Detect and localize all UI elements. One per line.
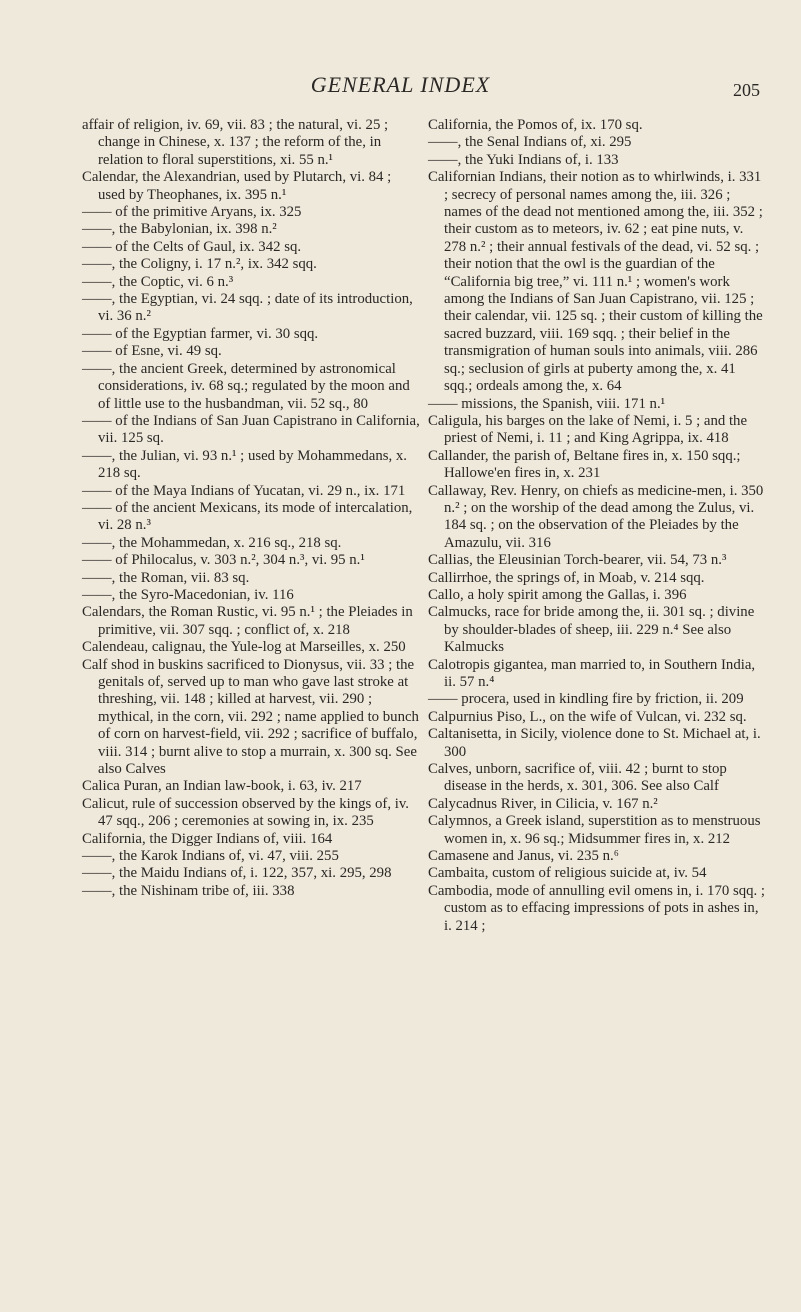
index-entry: —— of the Celts of Gaul, ix. 342 sq. <box>82 238 302 255</box>
index-entry: ——, the Coptic, vi. 6 n.³ <box>82 273 234 290</box>
index-entry: —— of the Indians of San Juan Capistrano in California, vii. 125 sq. <box>82 412 420 447</box>
index-entry: ——, the Mohammedan, x. 216 sq., 218 sq. <box>82 534 342 551</box>
index-entry: Calmucks, race for bride among the, ii. 301 sq. ; divine by shoulder-blades of sheep, iii. 229 n.⁴ See also Kalmucks <box>428 604 755 656</box>
index-entry: —— procera, used in kindling fire by friction, ii. 209 <box>428 691 744 708</box>
index-entry: Californian Indians, their notion as to whirlwinds, i. 331 ; secrecy of personal names among the, iii. 326 ; names of the dead not mentioned among the, iii. 352 ; their custom as to meteors, iv. 62 ; eat pine nuts, v. 278 n.² ; their annual festivals of the dead, vi. 52 sq. ; their notion that the owl is the guardian of the “California big tree,” vi. 111 n.¹ ; women's work among the Indians of San Juan Capistrano, vii. 125 ; their calendar, vii. 125 sq. ; their custom of killing the sacred buzzard, viii. 169 sqq. ; their belief in the transmigration of human souls into animals, viii. 286 sq.; seclusion of girls at puberty among the, x. 41 sqq.; ordeals among the, x. 64 <box>428 169 763 395</box>
index-entry: Calpurnius Piso, L., on the wife of Vulcan, vi. 232 sq. <box>428 708 747 725</box>
index-entry: ——, the Maidu Indians of, i. 122, 357, xi. 295, 298 <box>82 865 392 882</box>
index-entry: Caltanisetta, in Sicily, violence done to St. Michael at, i. 300 <box>428 726 761 760</box>
index-entry: ——, the Syro-Macedonian, iv. 116 <box>82 586 294 603</box>
running-header-title: GENERAL INDEX <box>310 72 491 97</box>
page-number: 205 <box>733 80 760 100</box>
index-entry: —— of the Egyptian farmer, vi. 30 sqq. <box>82 325 319 342</box>
index-entry: Caligula, his barges on the lake of Nemi, i. 5 ; and the priest of Nemi, i. 11 ; and King Agrippa, ix. 418 <box>428 412 748 447</box>
index-column-left <box>82 117 422 900</box>
index-entry: Callander, the parish of, Beltane fires in, x. 150 sqq.; Hallowe'en fires in, x. 231 <box>428 447 741 482</box>
index-entry: ——, the Karok Indians of, vi. 47, viii. 255 <box>82 848 339 865</box>
index-entry: —— of Philocalus, v. 303 n.², 304 n.³, vi. 95 n.¹ <box>82 552 365 569</box>
index-entry: Callias, the Eleusinian Torch-bearer, vii. 54, 73 n.³ <box>428 552 727 569</box>
index-entry: ——, the Babylonian, ix. 398 n.² <box>82 221 277 238</box>
index-entry: Callo, a holy spirit among the Gallas, i. 396 <box>428 586 687 603</box>
index-entry: Calendars, the Roman Rustic, vi. 95 n.¹ ; the Pleiades in primitive, vii. 307 sqq. ; conflict of, x. 218 <box>82 604 413 638</box>
index-entry: affair of religion, iv. 69, vii. 83 ; the natural, vi. 25 ; change in Chinese, x. 137 ; the reform of the, in relation to floral superstitions, xi. 55 n.¹ <box>82 117 389 168</box>
index-entry: Calymnos, a Greek island, superstition as to menstruous women in, x. 96 sq.; Midsummer fires in, x. 212 <box>428 813 761 847</box>
index-entry: Calica Puran, an Indian law-book, i. 63, iv. 217 <box>82 778 362 795</box>
index-entry: —— missions, the Spanish, viii. 171 n.¹ <box>428 395 666 412</box>
index-entry: Calycadnus River, in Cilicia, v. 167 n.² <box>428 795 658 812</box>
index-entry: —— of the primitive Aryans, ix. 325 <box>82 204 302 221</box>
index-entry: California, the Digger Indians of, viii. 164 <box>82 830 333 847</box>
index-entry: ——, the Egyptian, vi. 24 sqq. ; date of its introduction, vi. 36 n.² <box>82 291 413 325</box>
index-entry: Camasene and Janus, vi. 235 n.⁶ <box>428 848 619 865</box>
index-entry: Cambaita, custom of religious suicide at, iv. 54 <box>428 865 707 882</box>
index-entry: Calf shod in buskins sacrificed to Dionysus, vii. 33 ; the genitals of, served up to man who gave last stroke at threshing, vii. 148 ; killed at harvest, vii. 290 ; mythical, in the corn, vii. 292 ; name applied to bunch of corn on harvest-field, vii. 292 ; sacrifice of buffalo, viii. 314 ; burnt alive to stop a murrain, x. 300 sq. See also Calves <box>82 656 419 778</box>
index-column-right <box>428 117 766 935</box>
index-entry: Callaway, Rev. Henry, on chiefs as medicine-men, i. 350 n.² ; on the worship of the dead among the Zulus, vi. 184 sq. ; on the observation of the Pleiades by the Amazulu, vii. 316 <box>428 482 764 551</box>
index-entry: —— of Esne, vi. 49 sq. <box>82 343 222 360</box>
index-entry: California, the Pomos of, ix. 170 sq. <box>428 117 643 133</box>
index-entry: —— of the ancient Mexicans, its mode of intercalation, vi. 28 n.³ <box>82 499 413 534</box>
index-entry: ——, the Julian, vi. 93 n.¹ ; used by Mohammedans, x. 218 sq. <box>82 447 408 482</box>
index-entry: Calendeau, calignau, the Yule-log at Marseilles, x. 250 <box>82 639 406 656</box>
index-entry: Callirrhoe, the springs of, in Moab, v. 214 sqq. <box>428 569 705 586</box>
index-entry: Calicut, rule of succession observed by the kings of, iv. 47 sqq., 206 ; ceremonies at sowing in, ix. 235 <box>82 795 409 830</box>
index-entry: ——, the Senal Indians of, xi. 295 <box>428 134 632 151</box>
index-entry: Calendar, the Alexandrian, used by Plutarch, vi. 84 ; used by Theophanes, ix. 395 n.¹ <box>82 169 392 203</box>
index-entry: Cambodia, mode of annulling evil omens in, i. 170 sqq. ; custom as to effacing impressions of pots in ashes in, i. 214 ; <box>428 882 766 934</box>
index-entry: ——, the ancient Greek, determined by astronomical considerations, iv. 68 sq.; regulated by the moon and of little use to the husbandman, vii. 52 sq., 80 <box>82 360 410 412</box>
index-entry: —— of the Maya Indians of Yucatan, vi. 29 n., ix. 171 <box>82 482 406 499</box>
index-entry: ——, the Roman, vii. 83 sq. <box>82 569 250 586</box>
index-entry: Calves, unborn, sacrifice of, viii. 42 ; burnt to stop disease in the herds, x. 301, 306. See also Calf <box>428 761 727 795</box>
index-entry: Calotropis gigantea, man married to, in Southern India, ii. 57 n.⁴ <box>428 656 756 690</box>
index-entry: ——, the Nishinam tribe of, iii. 338 <box>82 882 295 899</box>
index-entry: ——, the Coligny, i. 17 n.², ix. 342 sqq. <box>82 256 317 273</box>
index-entry: ——, the Yuki Indians of, i. 133 <box>428 151 619 168</box>
